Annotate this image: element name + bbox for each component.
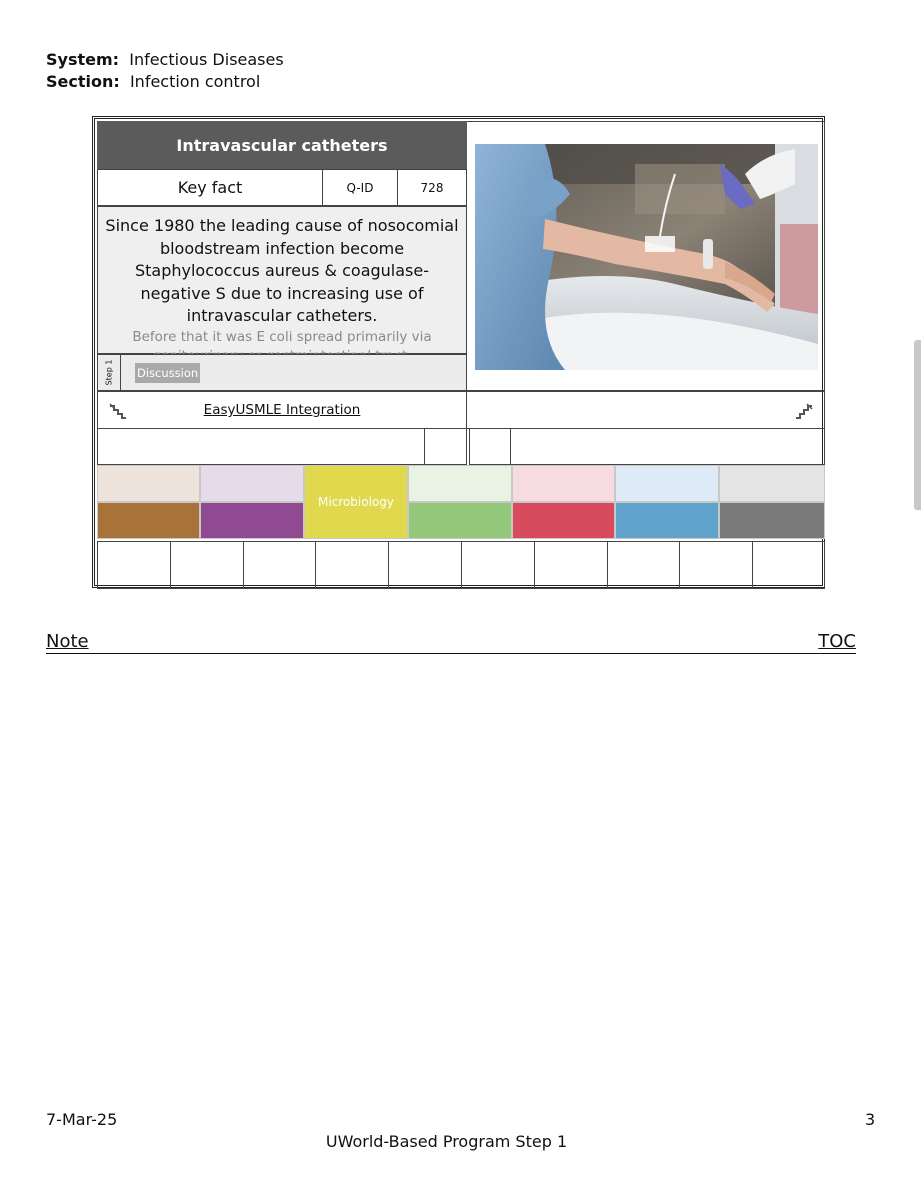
grid-cell: [752, 541, 825, 589]
key-fact-row: [97, 169, 467, 206]
step-label-text: Step 1: [104, 359, 114, 386]
qid-label: Q-ID: [323, 170, 398, 205]
patient-iv-photo: [475, 144, 818, 370]
grid-cell: [461, 541, 535, 589]
category-swatch-light[interactable]: [200, 465, 304, 502]
key-fact-label: Key fact: [98, 170, 323, 205]
system-label: System:: [46, 50, 120, 69]
stairs-icon[interactable]: [794, 402, 814, 420]
category-microbiology[interactable]: Microbiology: [304, 465, 408, 539]
grid-cell: [607, 541, 681, 589]
fact-box: [97, 206, 467, 354]
blank-cell: [97, 429, 425, 465]
section-value: Infection control: [129, 72, 261, 91]
category-swatch-dark[interactable]: [97, 502, 200, 539]
discussion-button[interactable]: Discussion: [135, 363, 200, 383]
card-title: Intravascular catheters: [97, 121, 467, 169]
grid-cell: [534, 541, 608, 589]
blank-cell: [511, 429, 825, 465]
system-value: Infectious Diseases: [129, 50, 284, 69]
section-line: [46, 72, 260, 91]
category-swatch-light[interactable]: [408, 465, 512, 502]
grid-cell: [679, 541, 753, 589]
scrollbar-tab[interactable]: [914, 340, 921, 510]
fact-main-text: Since 1980 the leading cause of nosocomial bloodstream infection become Staphylococcus aureus & coagulase-negative S due to increasing use of intravascular catheters.: [105, 216, 459, 325]
category-swatch-dark[interactable]: [512, 502, 615, 539]
grid-cell: [243, 541, 317, 589]
note-label: Note: [46, 631, 89, 652]
grid-cell: [315, 541, 389, 589]
blank-cell: [469, 429, 511, 465]
discussion-row: [97, 354, 467, 391]
section-label: Section:: [46, 72, 120, 91]
qid-value: 728: [420, 180, 444, 195]
blank-cell: [425, 429, 467, 465]
category-swatch-light[interactable]: [719, 465, 825, 502]
grid-cell: [170, 541, 244, 589]
grid-cell: [388, 541, 462, 589]
integration-right-cell: [467, 391, 825, 429]
category-swatch-dark[interactable]: [200, 502, 304, 539]
category-swatch-light[interactable]: [512, 465, 615, 502]
toc-link[interactable]: TOC: [818, 631, 856, 652]
integration-link[interactable]: EasyUSMLE Integration: [203, 402, 361, 418]
category-swatch-dark[interactable]: [615, 502, 719, 539]
fact-sub-text: Before that it was E coli spread primarily via: [132, 328, 432, 345]
footer-page-number: 3: [865, 1110, 876, 1129]
photo-cell: [467, 121, 825, 391]
category-swatch-dark[interactable]: [408, 502, 512, 539]
note-row: [46, 631, 856, 654]
footer-date: 7-Mar-25: [46, 1110, 118, 1129]
category-swatch-light[interactable]: [97, 465, 200, 502]
system-line: [46, 50, 284, 69]
step-label: [98, 355, 121, 390]
grid-cell: [97, 541, 171, 589]
flashcard: [92, 116, 825, 588]
category-swatch-light[interactable]: [615, 465, 719, 502]
category-swatch-dark[interactable]: [719, 502, 825, 539]
footer-program: UWorld-Based Program Step 1: [325, 1132, 568, 1151]
integration-cell: [97, 391, 467, 429]
